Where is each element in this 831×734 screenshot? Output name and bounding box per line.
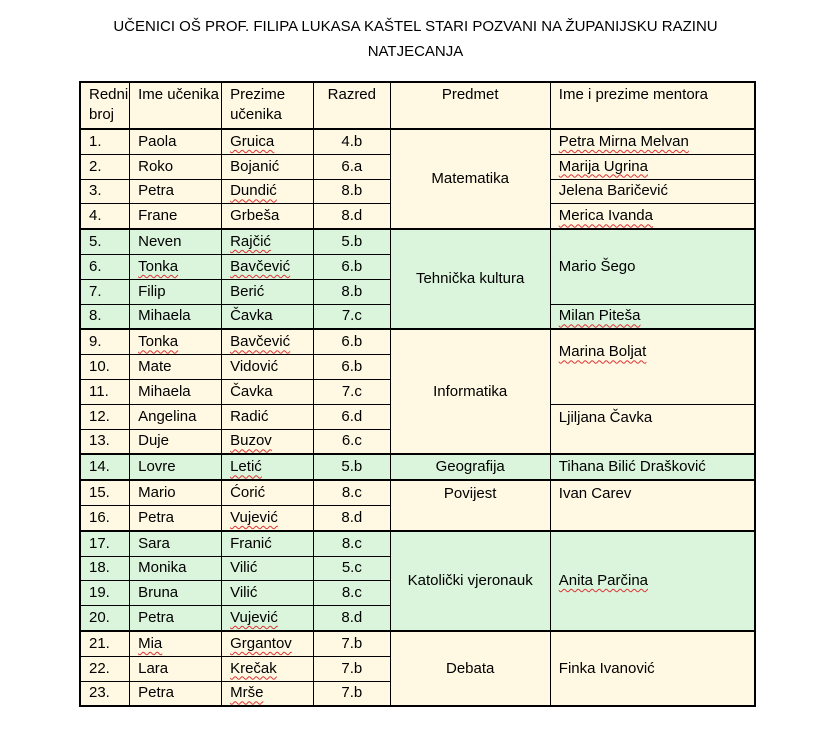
cell-last-name: Bojanić [222,154,314,179]
cell-grade: 8.d [314,505,390,530]
header-mentor: Ime i prezime mentora [550,82,755,129]
cell-last-name: Vujević [222,505,314,530]
cell-number: 23. [80,681,130,706]
cell-mentor: Ljiljana Čavka [550,404,755,454]
cell-last-name: Grgantov [222,631,314,656]
cell-last-name: Letić [222,454,314,480]
cell-mentor: Finka Ivanović [550,631,755,706]
cell-grade: 7.b [314,631,390,656]
cell-last-name: Ćorić [222,480,314,505]
cell-last-name: Dundić [222,179,314,204]
cell-number: 18. [80,556,130,581]
cell-number: 12. [80,404,130,429]
cell-grade: 8.c [314,531,390,556]
cell-grade: 6.c [314,429,390,454]
cell-grade: 6.a [314,154,390,179]
cell-last-name: Čavka [222,379,314,404]
cell-number: 21. [80,631,130,656]
cell-mentor [550,129,755,154]
mentor-name: Anita Parčina [558,571,648,589]
cell-grade: 6.b [314,329,390,354]
group-tehnicka-kultura [80,229,755,329]
cell-number: 1. [80,129,130,154]
cell-first-name: Roko [130,154,222,179]
cell-first-name: Petra [130,606,222,631]
cell-grade: 6.d [314,404,390,429]
table-row [80,229,755,254]
cell-mentor [550,304,755,329]
header-ime: Ime učenika [130,82,222,129]
cell-first-name: Mate [130,355,222,380]
cell-mentor [550,154,755,179]
cell-first-name: Lara [130,656,222,681]
cell-subject: Debata [390,631,550,706]
cell-number: 10. [80,355,130,380]
group-informatika [80,329,755,454]
cell-grade: 8.d [314,606,390,631]
cell-first-name: Frane [130,204,222,229]
cell-grade: 7.b [314,681,390,706]
cell-number: 7. [80,279,130,304]
cell-last-name: Franić [222,531,314,556]
cell-first-name: Neven [130,229,222,254]
cell-first-name: Mia [130,631,222,656]
cell-first-name: Sara [130,531,222,556]
cell-subject: Geografija [390,454,550,480]
cell-last-name: Bavčević [222,329,314,354]
cell-first-name: Lovre [130,454,222,480]
cell-grade: 8.b [314,279,390,304]
students-table [79,81,756,707]
table-row [80,129,755,154]
cell-first-name: Mario [130,480,222,505]
cell-last-name: Buzov [222,429,314,454]
cell-mentor: Merica Ivanda [550,204,755,229]
cell-grade: 8.b [314,179,390,204]
cell-grade: 5.c [314,556,390,581]
cell-first-name: Tonka [130,329,222,354]
cell-number: 2. [80,154,130,179]
cell-last-name: Rajčić [222,229,314,254]
cell-subject: Povijest [390,480,550,531]
cell-number: 19. [80,581,130,606]
cell-first-name: Tonka [130,254,222,279]
cell-number: 3. [80,179,130,204]
cell-grade: 5.b [314,229,390,254]
cell-first-name: Duje [130,429,222,454]
cell-grade: 7.c [314,304,390,329]
cell-subject: Tehnička kultura [390,229,550,329]
cell-number: 20. [80,606,130,631]
cell-first-name: Petra [130,681,222,706]
mentor-name: Marija Ugrina [558,157,648,175]
cell-grade: 7.b [314,656,390,681]
cell-number: 16. [80,505,130,530]
cell-number: 11. [80,379,130,404]
cell-number: 6. [80,254,130,279]
cell-mentor: Jelena Baričević [550,179,755,204]
cell-number: 4. [80,204,130,229]
table-row [80,454,755,480]
cell-last-name: Vilić [222,556,314,581]
cell-grade: 4.b [314,129,390,154]
cell-number: 9. [80,329,130,354]
header-prezime: Prezime učenika [222,82,314,129]
cell-last-name: Mrše [222,681,314,706]
cell-first-name: Bruna [130,581,222,606]
cell-first-name: Mihaela [130,304,222,329]
cell-grade: 8.d [314,204,390,229]
table-row [80,480,755,505]
group-matematika [80,129,755,229]
cell-first-name: Angelina [130,404,222,429]
cell-last-name: Čavka [222,304,314,329]
cell-grade: 7.c [314,379,390,404]
header-redni-broj: Redni broj [80,82,130,129]
cell-last-name: Vidović [222,355,314,380]
cell-number: 5. [80,229,130,254]
cell-mentor [550,329,755,404]
cell-last-name: Vilić [222,581,314,606]
cell-last-name: Radić [222,404,314,429]
cell-number: 15. [80,480,130,505]
cell-subject: Katolički vjeronauk [390,531,550,631]
title-line-1: UČENICI OŠ PROF. FILIPA LUKASA KAŠTEL STARI POZVANI NA ŽUPANIJSKU RAZINU [113,18,718,35]
cell-number: 13. [80,429,130,454]
cell-number: 14. [80,454,130,480]
cell-last-name: Bavčević [222,254,314,279]
document-title [0,14,831,64]
title-line-2: NATJECANJA [367,43,464,60]
cell-grade: 6.b [314,254,390,279]
table-row [80,631,755,656]
cell-first-name: Mihaela [130,379,222,404]
cell-mentor: Tihana Bilić Drašković [550,454,755,480]
table-row [80,329,755,354]
group-geografija [80,454,755,480]
cell-number: 17. [80,531,130,556]
cell-mentor: Ivan Carev [550,480,755,531]
cell-number: 22. [80,656,130,681]
cell-last-name: Vujević [222,606,314,631]
cell-subject: Informatika [390,329,550,454]
header-predmet: Predmet [390,82,550,129]
cell-number: 8. [80,304,130,329]
cell-mentor [550,531,755,631]
group-povijest [80,480,755,531]
header-row [80,82,755,129]
mentor-name: Petra Mirna Melvan [558,132,689,150]
group-katolicki-vjeronauk [80,531,755,631]
cell-first-name: Petra [130,179,222,204]
mentor-name: Marina Boljat [558,343,647,361]
cell-last-name: Grbeša [222,204,314,229]
cell-grade: 8.c [314,480,390,505]
header-razred: Razred [314,82,390,129]
cell-first-name: Monika [130,556,222,581]
cell-subject: Matematika [390,129,550,229]
cell-first-name: Filip [130,279,222,304]
cell-mentor: Mario Šego [550,229,755,304]
mentor-name: Milan Piteša [558,307,641,325]
cell-last-name: Gruica [222,129,314,154]
cell-grade: 6.b [314,355,390,380]
group-debata [80,631,755,706]
cell-first-name: Petra [130,505,222,530]
table-row [80,531,755,556]
cell-grade: 5.b [314,454,390,480]
cell-grade: 8.c [314,581,390,606]
cell-first-name: Paola [130,129,222,154]
cell-last-name: Berić [222,279,314,304]
cell-last-name: Krečak [222,656,314,681]
